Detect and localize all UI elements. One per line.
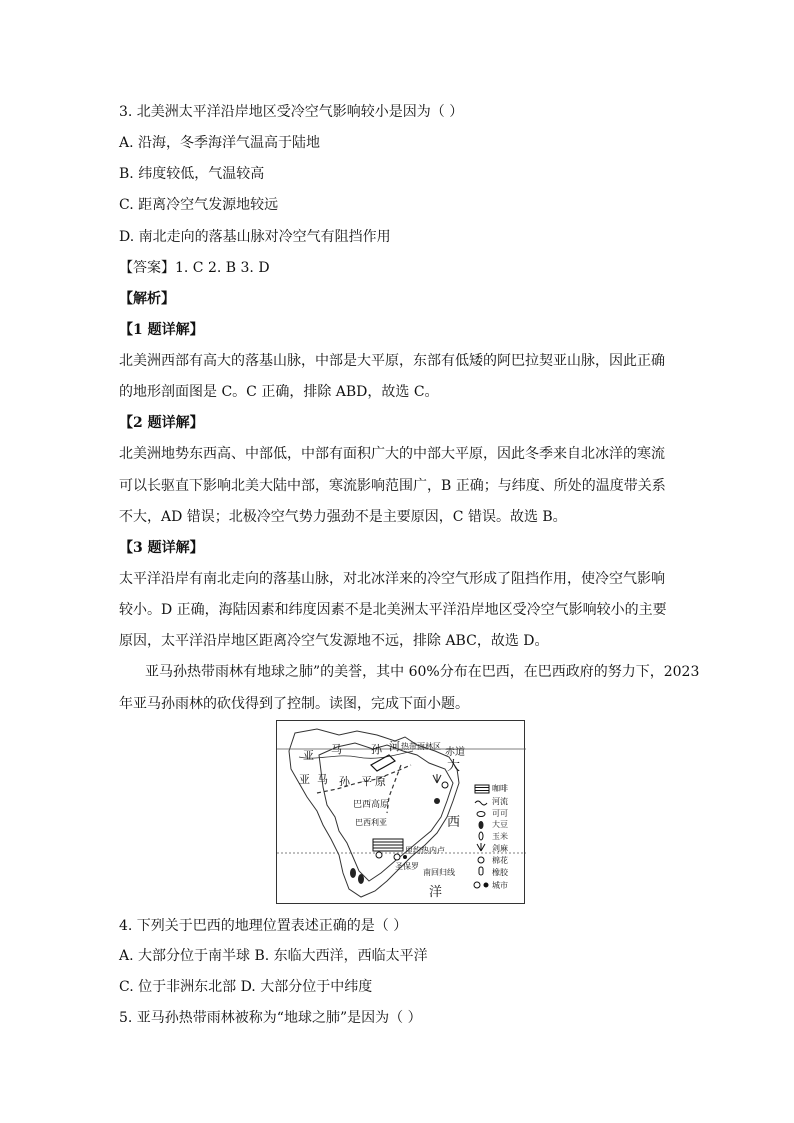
detail-2-line-1: 北美洲地势东西高、中部低，中部有面积广大的中部大平原，因此冬季来自北冰洋的寒流 <box>119 446 665 462</box>
legend-label-soybean: 大豆 <box>492 820 508 829</box>
question-3-option-c: C. 距离冷空气发源地较远 <box>119 197 279 213</box>
map-label-sao-paulo: 圣保罗 <box>395 862 419 871</box>
map-label-ya-2: 亚 <box>299 773 310 786</box>
brazil-map <box>276 720 525 904</box>
legend-coffee-icon <box>475 785 489 793</box>
map-label-equator: 赤道 <box>445 747 465 758</box>
analysis-heading: 【解析】 <box>119 291 175 307</box>
detail-1-line-2: 的地形剖面图是 C。C 正确，排除 ABD，故选 C。 <box>119 384 439 400</box>
legend-label-coffee: 咖啡 <box>492 784 508 793</box>
detail-2-heading: 【2 题详解】 <box>119 415 204 431</box>
question-3-option-a: A. 沿海，冬季海洋气温高于陆地 <box>119 135 321 151</box>
map-label-tropic: 南回归线 <box>423 868 455 877</box>
legend-corn-icon <box>479 832 483 840</box>
map-label-xi: 西 <box>447 815 461 830</box>
question-4-options-cd: C. 位于非洲东北部 D. 大部分位于中纬度 <box>119 979 373 995</box>
legend-river-icon <box>475 801 487 805</box>
map-label-sun: 孙 <box>371 743 382 756</box>
question-3-option-b: B. 纬度较低，气温较高 <box>119 166 265 182</box>
question-3-option-d: D. 南北走向的落基山脉对冷空气有阻挡作用 <box>119 229 391 245</box>
map-label-sun-2: 孙 <box>339 775 350 788</box>
map-label-plain-ping: 平 <box>361 775 372 788</box>
legend-rubber-icon <box>479 867 483 875</box>
legend-soybean-icon <box>479 821 484 829</box>
detail-2-line-2: 可以长驱直下影响北美大陆中部，寒流影响范围广，B 正确；与纬度、所处的温度带关系 <box>119 478 666 494</box>
map-label-rio: 里约热内卢 <box>405 846 445 855</box>
map-label-river: 河 <box>389 740 400 753</box>
legend-label-cocoa: 可可 <box>492 809 508 818</box>
detail-3-line-2: 较小。D 正确，海陆因素和纬度因素不是北美洲太平洋沿岸地区受冷空气影响较小的主要 <box>119 602 667 618</box>
map-label-plain-yuan: 原 <box>375 775 386 788</box>
answer-line: 【答案】1. C 2. B 3. D <box>119 260 270 276</box>
detail-3-line-3: 原因，太平洋沿岸地区距离冷空气发源地不远，排除 ABC，故选 D。 <box>119 633 549 649</box>
legend-label-sisal: 剑麻 <box>492 844 508 853</box>
question-4-stem: 4. 下列关于巴西的地理位置表述正确的是（ ） <box>119 918 408 934</box>
legend-label-river: 河流 <box>492 797 508 806</box>
legend-sisal-icon <box>477 843 485 851</box>
legend-label-corn: 玉米 <box>492 832 508 841</box>
legend-label-rubber: 橡胶 <box>492 868 508 877</box>
intro-line-2: 年亚马孙雨林的砍伐得到了控制。读图，完成下面小题。 <box>119 696 469 712</box>
map-label-ma-2: 马 <box>317 773 328 786</box>
question-5-stem: 5. 亚马孙热带雨林被称为“地球之肺”是因为（ ） <box>119 1010 422 1026</box>
map-label-plateau: 巴西高原 <box>353 800 390 810</box>
legend-label-cotton: 棉花 <box>492 856 508 865</box>
question-4-options-ab: A. 大部分位于南半球 B. 东临大西洋，西临太平洋 <box>119 948 428 964</box>
detail-1-line-1: 北美洲西部有高大的落基山脉，中部是大平原，东部有低矮的阿巴拉契亚山脉，因此正确 <box>119 353 665 369</box>
legend-cotton-icon <box>478 857 484 863</box>
map-label-yang: 洋 <box>429 885 443 900</box>
map-label-da: 大 <box>447 759 461 774</box>
detail-3-heading: 【3 题详解】 <box>119 540 204 556</box>
map-label-ya: 亚 <box>303 749 314 762</box>
map-label-ma: 马 <box>331 743 342 756</box>
detail-1-heading: 【1 题详解】 <box>119 322 204 338</box>
map-label-rainforest: 热带雨林区 <box>401 742 441 751</box>
detail-2-line-3: 不大，AD 错误；北极冷空气势力强劲不是主要原因，C 错误。故选 B。 <box>119 509 567 525</box>
intro-line-1: 亚马孙热带雨林有地球之肺”的美誉，其中 60%分布在巴西，在巴西政府的努力下，2023 <box>145 664 700 680</box>
legend-cocoa-icon <box>477 812 485 817</box>
legend-city-icon <box>474 882 489 888</box>
question-3-stem: 3. 北美洲太平洋沿岸地区受冷空气影响较小是因为（ ） <box>119 104 464 120</box>
map-label-brasilia: 巴西利亚 <box>355 818 387 827</box>
detail-3-line-1: 太平洋沿岸有南北走向的落基山脉，对北冰洋来的冷空气形成了阻挡作用，使冷空气影响 <box>119 571 665 587</box>
legend-label-city: 城市 <box>492 881 508 890</box>
cotton-icon <box>434 798 440 804</box>
